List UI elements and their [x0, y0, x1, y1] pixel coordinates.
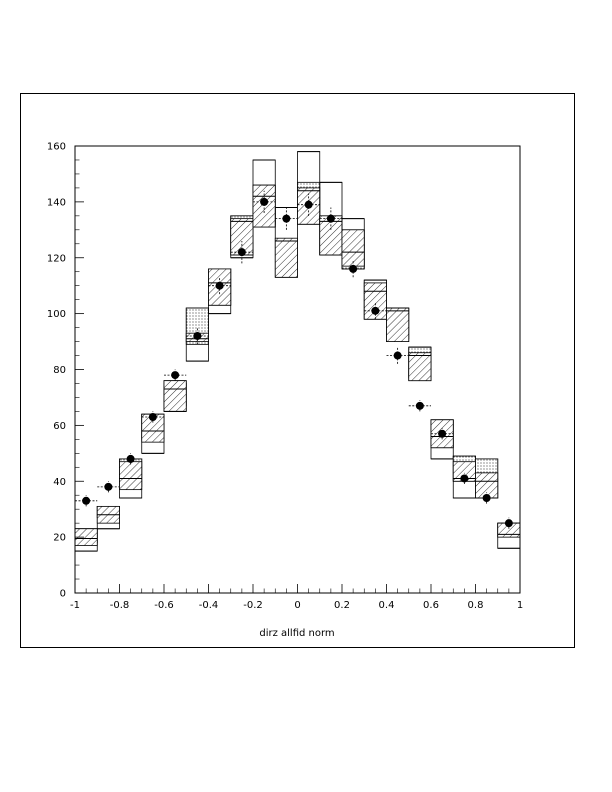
- bin-6: [209, 269, 231, 314]
- x-tick-label-9: 0.8: [467, 600, 484, 611]
- bin-0: [75, 529, 97, 551]
- data-point-marker-9: [282, 215, 290, 223]
- bin-15: [409, 347, 431, 381]
- data-point-marker-3: [149, 413, 157, 421]
- data-point-9: [275, 207, 297, 229]
- y-tick-label-3: 60: [53, 420, 66, 432]
- data-point-4: [164, 370, 186, 381]
- data-point-1: [97, 481, 119, 492]
- bin-1: [97, 506, 119, 528]
- data-point-marker-15: [416, 402, 424, 410]
- x-tick-label-5: 0: [294, 600, 301, 611]
- bin-hatched-band-2: [120, 462, 142, 490]
- data-point-marker-2: [127, 455, 135, 463]
- bin-2: [120, 459, 142, 498]
- data-point-marker-17: [460, 474, 468, 482]
- x-tick-label-2: -0.6: [154, 600, 174, 611]
- data-point-marker-14: [394, 352, 402, 360]
- data-point-marker-1: [104, 483, 112, 491]
- bin-4: [164, 381, 186, 412]
- data-point-marker-0: [82, 497, 90, 505]
- bin-hatched-band-12: [342, 230, 364, 266]
- y-tick-label-7: 140: [46, 197, 66, 209]
- data-point-marker-12: [349, 265, 357, 273]
- data-point-marker-8: [260, 198, 268, 206]
- data-point-marker-10: [305, 201, 313, 209]
- bin-hatched-band-15: [409, 353, 431, 381]
- y-tick-label-6: 120: [46, 253, 66, 265]
- y-tick-label-8: 160: [46, 141, 66, 153]
- data-point-marker-6: [216, 282, 224, 290]
- data-point-marker-7: [238, 248, 246, 256]
- bin-8: [253, 160, 275, 227]
- bin-18: [476, 459, 498, 498]
- x-axis-label: dirz allfid norm: [259, 628, 335, 639]
- bin-14: [387, 308, 409, 342]
- y-tick-label-2: 40: [53, 476, 66, 488]
- axis-layer: [47, 142, 523, 612]
- data-point-14: [387, 347, 409, 364]
- bin-hatched-band-14: [387, 308, 409, 342]
- data-point-marker-18: [483, 494, 491, 502]
- data-point-marker-19: [505, 519, 513, 527]
- x-tick-label-6: 0.2: [334, 600, 350, 611]
- bin-10: [298, 152, 320, 225]
- data-point-0: [75, 495, 97, 506]
- x-tick-label-8: 0.6: [423, 600, 439, 611]
- y-tick-label-0: 0: [59, 588, 66, 600]
- data-point-marker-5: [193, 332, 201, 340]
- data-point-marker-16: [438, 430, 446, 438]
- x-tick-label-4: -0.2: [243, 600, 263, 611]
- x-tick-label-0: -1: [70, 600, 80, 611]
- data-point-15: [409, 400, 431, 411]
- x-tick-label-3: -0.4: [198, 600, 219, 611]
- bin-hatched-band-9: [275, 238, 297, 277]
- y-tick-label-5: 100: [46, 309, 66, 321]
- data-point-marker-4: [171, 371, 179, 379]
- bin-hatched-band-4: [164, 381, 186, 412]
- data-point-marker-11: [327, 215, 335, 223]
- x-tick-label-10: 1: [516, 600, 524, 611]
- y-tick-label-4: 80: [53, 365, 66, 376]
- data-point-marker-13: [371, 307, 379, 315]
- y-tick-label-1: 20: [53, 532, 66, 544]
- plot-layer: [75, 152, 520, 552]
- x-tick-label-1: -0.8: [109, 600, 130, 611]
- x-tick-label-7: 0.4: [378, 600, 395, 611]
